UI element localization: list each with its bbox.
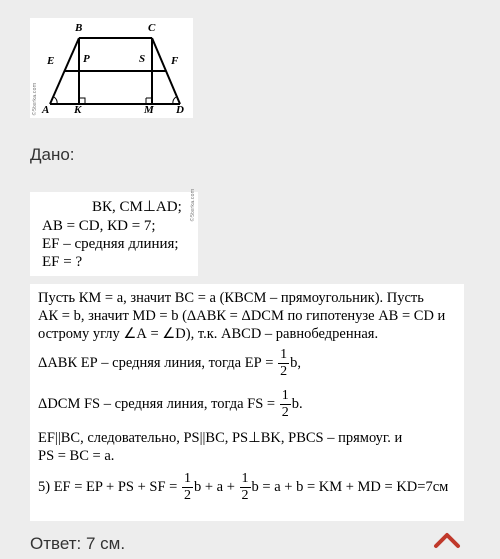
solution-fs-line xyxy=(38,389,303,420)
solution-ep-line xyxy=(38,348,301,379)
label-c: C xyxy=(148,22,156,34)
solution-line-2: АК = b, значит МD = b (ΔАВК = ΔDСМ по гипотенузе АВ = CD и xyxy=(38,308,446,324)
ep-frac-num: 1 xyxy=(280,347,288,362)
label-f: F xyxy=(171,55,179,67)
solution-line-1: Пусть КМ = а, значит ВС = а (КВСМ – прямоугольник). Пусть xyxy=(38,290,424,306)
final-frac1-den: 2 xyxy=(183,488,191,503)
label-s: S xyxy=(139,53,146,65)
answer-text: Ответ: 7 см. xyxy=(30,534,126,553)
ep-fraction xyxy=(278,348,289,379)
final-fraction-2 xyxy=(240,472,251,503)
given-watermark: ©5terka.com xyxy=(190,188,196,222)
given-heading: Дано: xyxy=(30,145,75,164)
solution-parallel-2: PS = BC = a. xyxy=(38,448,115,464)
label-k: K xyxy=(74,104,82,116)
final-frac2-den: 2 xyxy=(241,488,249,503)
final-mid2: b = a + b = KM + MD = KD=7см xyxy=(251,478,449,495)
given-line-3: EF – средняя длиния; xyxy=(42,236,179,252)
fs-fraction xyxy=(280,389,291,420)
label-e: E xyxy=(47,55,55,67)
ep-frac-den: 2 xyxy=(280,364,288,379)
final-prefix: 5) EF = EP + PS + SF = xyxy=(38,478,181,495)
given-line-4: EF = ? xyxy=(42,254,83,270)
angle-d-arc xyxy=(173,97,176,104)
ep-suffix: b, xyxy=(290,354,301,371)
solution-card xyxy=(30,284,464,521)
label-m: M xyxy=(144,104,154,116)
final-frac2-num: 1 xyxy=(241,471,249,486)
label-a: A xyxy=(42,104,50,116)
label-d: D xyxy=(176,104,184,116)
figure-card xyxy=(30,18,193,118)
given-line-1: ВК, СМ⊥АD; xyxy=(92,199,182,215)
solution-line-3: острому углу ∠А = ∠D), т.к. АВСD – равнобедренная. xyxy=(38,326,379,342)
chevron-up-icon[interactable] xyxy=(432,530,462,550)
final-fraction-1 xyxy=(182,472,193,503)
figure-watermark: ©5terka.com xyxy=(32,82,38,116)
given-card xyxy=(30,188,198,276)
given-line-2: АВ = СD, КD = 7; xyxy=(42,218,156,234)
fs-suffix: b. xyxy=(291,395,303,412)
fs-frac-den: 2 xyxy=(281,405,289,420)
solution-parallel-1: EF||BC, следовательно, PS||BC, PS⊥BK, PBCS – прямоуг. и xyxy=(38,430,403,446)
solution-final-line xyxy=(38,472,448,503)
label-b: B xyxy=(75,22,83,34)
fs-frac-num: 1 xyxy=(281,388,289,403)
fs-prefix: ΔDСМ FS – средняя линия, тогда FS = xyxy=(38,395,279,412)
trapezoid-figure xyxy=(30,18,193,118)
final-frac1-num: 1 xyxy=(183,471,191,486)
final-mid1: b + a + xyxy=(193,478,239,495)
ep-prefix: ΔАВК ЕР – средняя линия, тогда ЕР = xyxy=(38,354,278,371)
label-p: P xyxy=(83,53,90,65)
angle-a-arc xyxy=(54,97,57,104)
